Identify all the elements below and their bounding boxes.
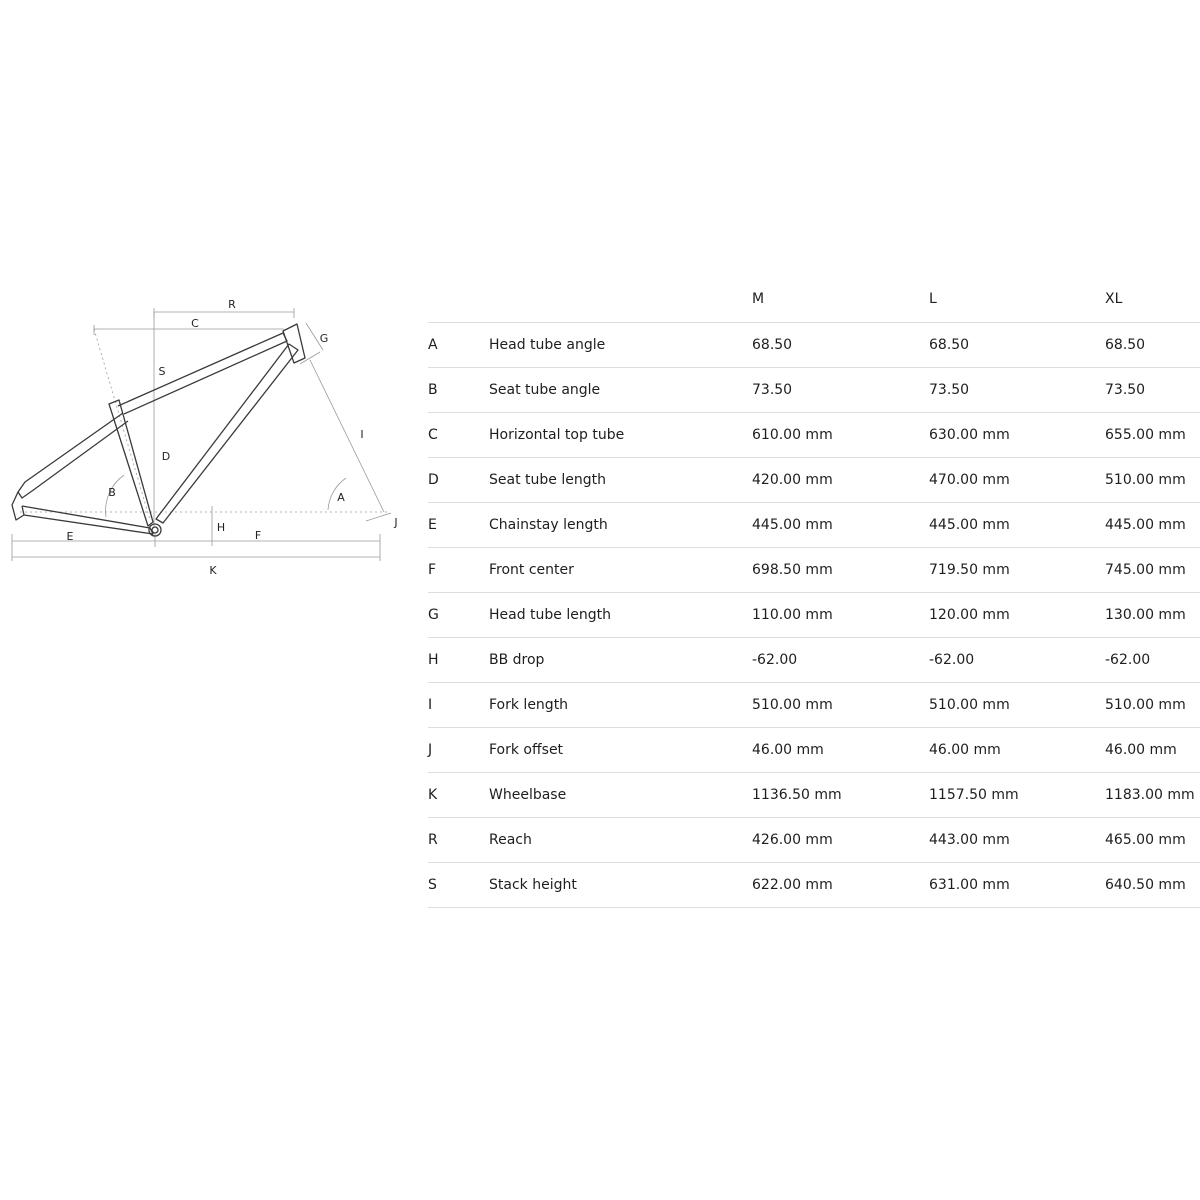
cell-l: -62.00 [929,637,1105,682]
cell-name: Horizontal top tube [489,412,752,457]
cell-xl: -62.00 [1105,637,1200,682]
cell-code: I [428,682,489,727]
column-header-l: L [929,276,1105,322]
head-tube [283,324,305,363]
cell-name: Fork length [489,682,752,727]
cell-m: 698.50 mm [752,547,929,592]
cell-l: 630.00 mm [929,412,1105,457]
dimension-lines [12,308,391,561]
diagram-label-i: I [360,428,364,441]
cell-xl: 510.00 mm [1105,457,1200,502]
cell-xl: 1183.00 mm [1105,772,1200,817]
table-header-row [428,276,1200,322]
cell-m: -62.00 [752,637,929,682]
frame-geometry-diagram [0,290,400,590]
table-row [428,367,1200,412]
diagram-label-a: A [337,491,345,504]
cell-l: 68.50 [929,322,1105,367]
diagram-label-j: J [394,516,398,529]
cell-name: Head tube angle [489,322,752,367]
dim-line-fork-length [310,360,384,512]
column-header-xl: XL [1105,276,1200,322]
cell-l: 73.50 [929,367,1105,412]
cell-code: J [428,727,489,772]
cell-name: Front center [489,547,752,592]
column-header-name [489,276,752,322]
cell-code: K [428,772,489,817]
diagram-label-d: D [161,450,171,463]
cell-code: D [428,457,489,502]
cell-xl: 445.00 mm [1105,502,1200,547]
cell-m: 46.00 mm [752,727,929,772]
cell-xl: 655.00 mm [1105,412,1200,457]
frame-geometry-svg [0,290,400,590]
diagram-label-r: R [228,298,236,311]
diagram-label-c: C [191,317,199,330]
cell-code: H [428,637,489,682]
top-tube [118,333,287,414]
column-header-m: M [752,276,929,322]
cell-m: 510.00 mm [752,682,929,727]
cell-name: BB drop [489,637,752,682]
cell-m: 445.00 mm [752,502,929,547]
cell-name: Head tube length [489,592,752,637]
table-row [428,457,1200,502]
diagram-label-g: G [319,332,329,345]
table-row [428,682,1200,727]
cell-name: Reach [489,817,752,862]
cell-name: Wheelbase [489,772,752,817]
cell-xl: 68.50 [1105,322,1200,367]
table-row [428,637,1200,682]
cell-m: 110.00 mm [752,592,929,637]
cell-name: Stack height [489,862,752,907]
cell-m: 610.00 mm [752,412,929,457]
diagram-label-b: B [108,486,116,499]
cell-l: 510.00 mm [929,682,1105,727]
cell-code: C [428,412,489,457]
cell-xl: 640.50 mm [1105,862,1200,907]
table-row [428,592,1200,637]
table-row [428,412,1200,457]
table-row [428,322,1200,367]
cell-l: 1157.50 mm [929,772,1105,817]
chain-stay [22,506,153,534]
cell-name: Seat tube length [489,457,752,502]
cell-m: 622.00 mm [752,862,929,907]
cell-code: R [428,817,489,862]
table-row [428,727,1200,772]
cell-xl: 73.50 [1105,367,1200,412]
table-row [428,502,1200,547]
cell-l: 46.00 mm [929,727,1105,772]
cell-l: 470.00 mm [929,457,1105,502]
cell-name: Chainstay length [489,502,752,547]
dim-line-seat-axis [94,329,150,520]
cell-l: 443.00 mm [929,817,1105,862]
cell-code: B [428,367,489,412]
cell-xl: 465.00 mm [1105,817,1200,862]
table-row [428,547,1200,592]
cell-m: 426.00 mm [752,817,929,862]
down-tube [156,344,298,523]
bike-frame [12,324,305,536]
cell-code: G [428,592,489,637]
cell-m: 73.50 [752,367,929,412]
diagram-label-k: K [209,564,217,577]
cell-l: 631.00 mm [929,862,1105,907]
cell-m: 1136.50 mm [752,772,929,817]
table-row [428,772,1200,817]
diagram-label-h: H [216,521,226,534]
diagram-label-s: S [158,365,166,378]
cell-code: F [428,547,489,592]
cell-l: 719.50 mm [929,547,1105,592]
cell-code: S [428,862,489,907]
cell-code: E [428,502,489,547]
column-header-code [428,276,489,322]
geometry-table [428,276,1200,908]
cell-m: 420.00 mm [752,457,929,502]
cell-m: 68.50 [752,322,929,367]
dim-line-fork-offset [366,513,391,521]
table-row [428,862,1200,907]
cell-l: 445.00 mm [929,502,1105,547]
cell-xl: 130.00 mm [1105,592,1200,637]
diagram-label-f: F [254,529,262,542]
cell-code: A [428,322,489,367]
table-body [428,322,1200,907]
dropout [12,492,24,520]
cell-xl: 510.00 mm [1105,682,1200,727]
cell-xl: 46.00 mm [1105,727,1200,772]
cell-name: Seat tube angle [489,367,752,412]
cell-xl: 745.00 mm [1105,547,1200,592]
cell-l: 120.00 mm [929,592,1105,637]
diagram-label-e: E [66,530,74,543]
bottom-bracket-inner [152,527,158,533]
cell-name: Fork offset [489,727,752,772]
table-row [428,817,1200,862]
